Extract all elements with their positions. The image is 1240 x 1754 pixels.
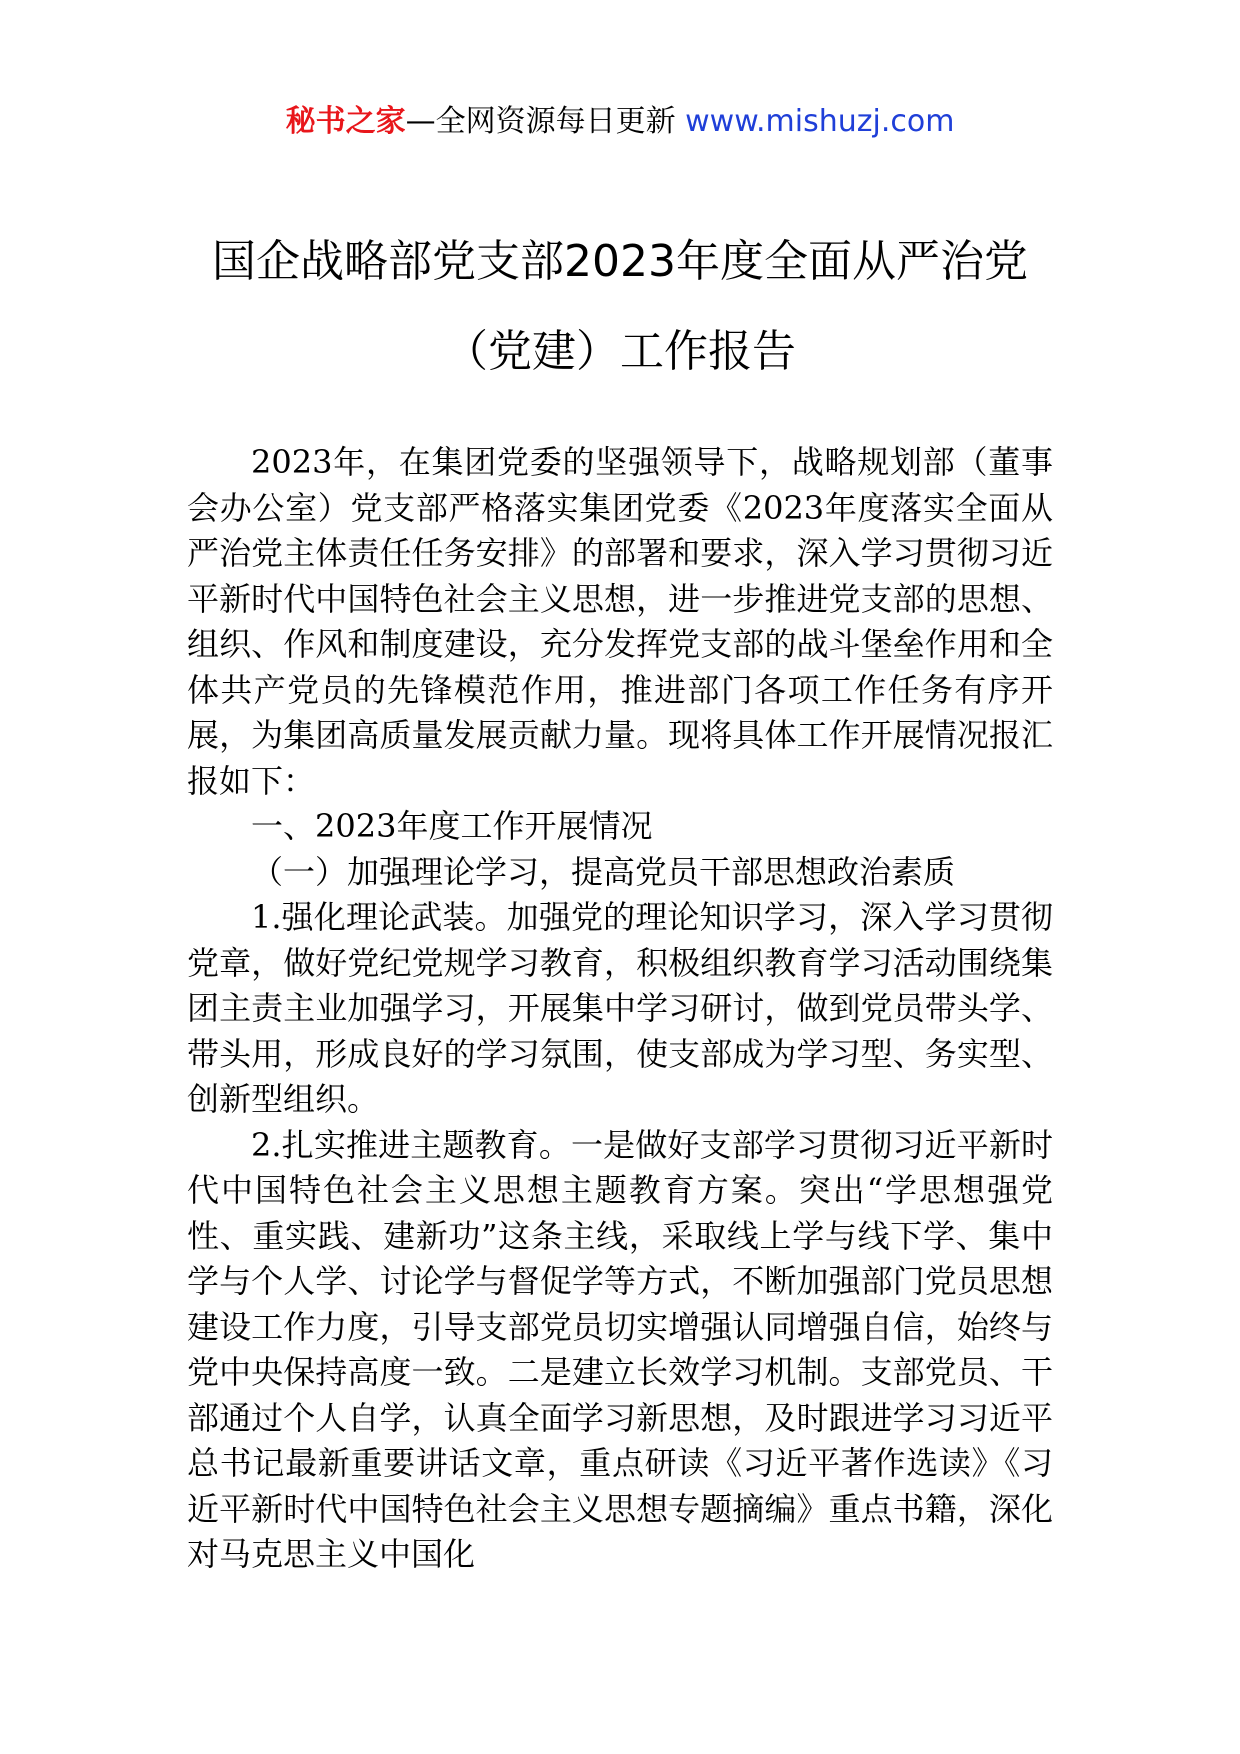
subsection-heading-1: （一）加强理论学习，提高党员干部思想政治素质 [251,852,956,891]
brand-name: 秘书之家 [285,104,406,139]
site-slogan: —全网资源每日更新 [405,104,676,139]
document-title-line-1: 国企战略部党支部2023年度全面从严治党 [212,236,1028,287]
document-body [187,440,1053,1578]
paragraph-item-2: 2.扎实推进主题教育。一是做好支部学习贯彻习近平新时代中国特色社会主义思想主题教育方案。突出“学思想强党性、重实践、建新功”这条主线，采取线上学与线下学、集中学与个人学、讨论学与督促学等方式，不断加强部门党员思想建设工作力度，引导支部党员切实增强认同增强自信，始终与党中央保持高度一致。二是建立长效学习机制。支部党员、干部通过个人自学，认真全面学习新思想，及时跟进学习习近平总书记最新重要讲话文章，重点研读《习近平著作选读》《习近平新时代中国特色社会主义思想专题摘编》重点书籍，深化对马克思主义中国化 [187,1125,1053,1573]
site-url-link[interactable]: www.mishuzj.com [685,104,955,139]
site-header [0,100,1240,144]
document-title-line-2: （党建）工作报告 [444,326,796,377]
paragraph-item-1: 1.强化理论武装。加强党的理论知识学习，深入学习贯彻党章，做好党纪党规学习教育，积极组织教育学习活动围绕集团主责主业加强学习，开展集中学习研讨，做到党员带头学、带头用，形成良好的学习氛围，使支部成为学习型、务实型、创新型组织。 [187,898,1053,1118]
paragraph-intro: 2023年，在集团党委的坚强领导下，战略规划部（董事会办公室）党支部严格落实集团党委《2023年度落实全面从严治党主体责任任务安排》的部署和要求，深入学习贯彻习近平新时代中国特色社会主义思想，进一步推进党支部的思想、组织、作风和制度建设，充分发挥党支部的战斗堡垒作用和全体共产党员的先锋模范作用，推进部门各项工作任务有序开展，为集团高质量发展贡献力量。现将具体工作开展情况报汇报如下： [187,443,1053,800]
section-heading-1: 一、2023年度工作开展情况 [251,807,653,845]
